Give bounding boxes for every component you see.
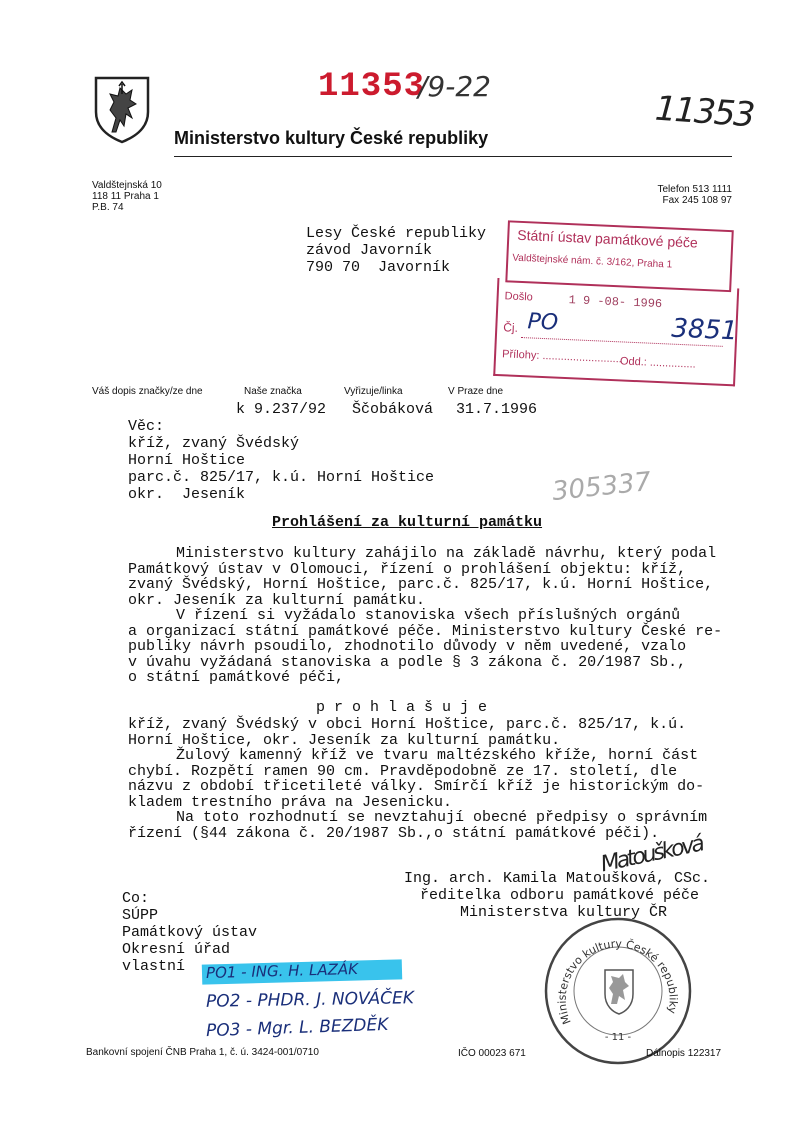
body-line: Horní Hoštice, okr. Jeseník za kulturní památku. xyxy=(128,731,561,749)
stamp-ref-code: PO xyxy=(527,309,559,336)
body-line: V řízení si vyžádalo stanoviska všech příslušných orgánů xyxy=(176,607,681,624)
ministry-title: Ministerstvo kultury České republiky xyxy=(174,128,489,148)
header-divider xyxy=(174,156,732,157)
stamp-copies-label: Odd.: ............... xyxy=(619,355,696,371)
document-number-suffix: /9-22 xyxy=(418,70,491,103)
signatory-org: Ministerstva kultury ČR xyxy=(460,904,668,921)
sender-address xyxy=(92,180,162,213)
seal-graphic xyxy=(543,916,693,1066)
body-line: a organizací státní památkové péče. Ministerstvo kultury České re- xyxy=(128,622,723,640)
stamp-title: Státní ústav památkové péče xyxy=(517,226,699,251)
handwritten-copy: PO3 - Mgr. L. BEZDĚK xyxy=(205,1014,389,1042)
document-number: 11353 xyxy=(318,68,426,106)
stamp-attachments-label: Přílohy: .......................... xyxy=(501,348,623,366)
subject-block xyxy=(128,418,434,503)
stamp-date-label: Došlo xyxy=(504,290,534,304)
body-text xyxy=(128,546,768,841)
official-seal xyxy=(543,916,693,1066)
received-stamp xyxy=(493,220,740,386)
body-line: chybí. Rozpětí ramen 90 cm. Pravděpodobně ze 17. století, dle xyxy=(128,762,678,780)
address-box: P.B. 74 xyxy=(92,202,124,213)
body-line: řízení (§44 zákona č. 20/1987 Sb.,o státní památkové péči). xyxy=(128,824,660,842)
signature-block xyxy=(404,870,710,921)
stamp-date: 1 9 -08- 1996 xyxy=(568,293,663,312)
copies-item: Okresní úřad xyxy=(122,941,231,958)
body-line: v úvahu vyžádaná stanoviska a podle § 3 zákona č. 20/1987 Sb., xyxy=(128,653,687,671)
stamp-ref-label: Čj. xyxy=(503,320,519,335)
subject-line: okr. Jeseník xyxy=(128,486,246,503)
ref-label-date: V Praze dne xyxy=(448,386,504,397)
fax: Fax 245 108 97 xyxy=(662,195,732,206)
recipient-address xyxy=(306,225,486,276)
body-line: okr. Jeseník za kulturní památku. xyxy=(128,591,426,609)
footer-dalnopis: Dálnopis 122317 xyxy=(646,1048,722,1059)
copies-label: Co: xyxy=(122,890,150,907)
ref-handler-value: Ščobáková xyxy=(352,401,434,418)
ref-date-value: 31.7.1996 xyxy=(456,401,538,418)
address-street: Valdštejnská 10 xyxy=(92,180,162,191)
body-line: Žulový kamenný kříž ve tvaru maltézského kříže, horní část xyxy=(176,747,699,764)
recipient-line3: 790 70 Javorník xyxy=(306,259,451,276)
seal-number: - 11 - xyxy=(604,1032,632,1043)
body-line: kladem trestního práva na Jesenicku. xyxy=(128,793,453,811)
stamp-address: Valdštejnské nám. č. 3/162, Praha 1 xyxy=(512,252,673,271)
subject-line: parc.č. 825/17, k.ú. Horní Hoštice xyxy=(128,469,435,486)
body-line: Na toto rozhodnutí se nevztahují obecné předpisy o správním xyxy=(176,809,708,826)
phone: Telefon 513 1111 xyxy=(657,184,732,195)
handwritten-copy: PO1 - ING. H. LAZÁK xyxy=(205,960,359,982)
copies-item: SÚPP xyxy=(122,907,159,924)
ref-our-value: k 9.237/92 xyxy=(236,401,327,418)
stamp-ref-number: 3851 xyxy=(670,313,739,347)
contact-info xyxy=(657,184,732,206)
ref-label-handles: Vyřizuje/linka xyxy=(344,386,403,397)
coat-of-arms-logo xyxy=(92,74,152,144)
declare-word: p r o h l a š u j e xyxy=(316,698,488,716)
subject-line: kříž, zvaný Švédský xyxy=(128,435,300,452)
handwritten-copy: PO2 - PHDR. J. NOVÁČEK xyxy=(205,988,415,1012)
address-city: 118 11 Praha 1 xyxy=(92,191,159,202)
footer-bank: Bankovní spojení ČNB Praha 1, č. ú. 3424-001/0710 xyxy=(86,1047,319,1058)
body-line: publiky návrh psoudilo, zhodnotilo důvody v něm uvedené, vzalo xyxy=(128,638,687,655)
subject-label: Věc: xyxy=(128,418,165,435)
body-line: Ministerstvo kultury zahájilo na základě návrhu, který podal xyxy=(176,545,717,562)
footer-ico: IČO 00023 671 xyxy=(458,1048,526,1059)
body-line: zvaný Švédský, Horní Hoštice, parc.č. 825/17, k.ú. Horní Hoštice, xyxy=(128,576,714,593)
ref-label-ours: Naše značka xyxy=(244,386,302,397)
body-line: o státní památkové péči, xyxy=(128,669,345,686)
body-line: názvu z období třicetileté války. Smírčí kříž je historickým do- xyxy=(128,778,705,795)
copies-item: Památkový ústav xyxy=(122,924,258,941)
recipient-line1: Lesy České republiky xyxy=(306,225,487,242)
recipient-line2: závod Javorník xyxy=(306,242,433,259)
copies-item: vlastní xyxy=(122,958,186,975)
signature-scrawl: Matoušková xyxy=(598,831,705,878)
document-title: Prohlášení za kulturní památku xyxy=(272,514,543,531)
seal-text: Ministerstvo kultury České republiky xyxy=(555,937,680,1026)
signatory-role: ředitelka odboru památkové péče xyxy=(420,887,700,904)
body-line: Památkový ústav v Olomouci, řízení o prohlášení objektu: kříž, xyxy=(128,560,687,578)
body-line: kříž, zvaný Švédský v obci Horní Hoštice, parc.č. 825/17, k.ú. xyxy=(128,716,687,733)
signatory-name: Ing. arch. Kamila Matoušková, CSc. xyxy=(404,870,711,887)
subject-line: Horní Hoštice xyxy=(128,452,246,469)
handwritten-number: 11353 xyxy=(653,88,755,136)
ref-label-yours: Váš dopis značky/ze dne xyxy=(92,386,203,397)
handwritten-subject-note: 305337 xyxy=(550,466,653,508)
